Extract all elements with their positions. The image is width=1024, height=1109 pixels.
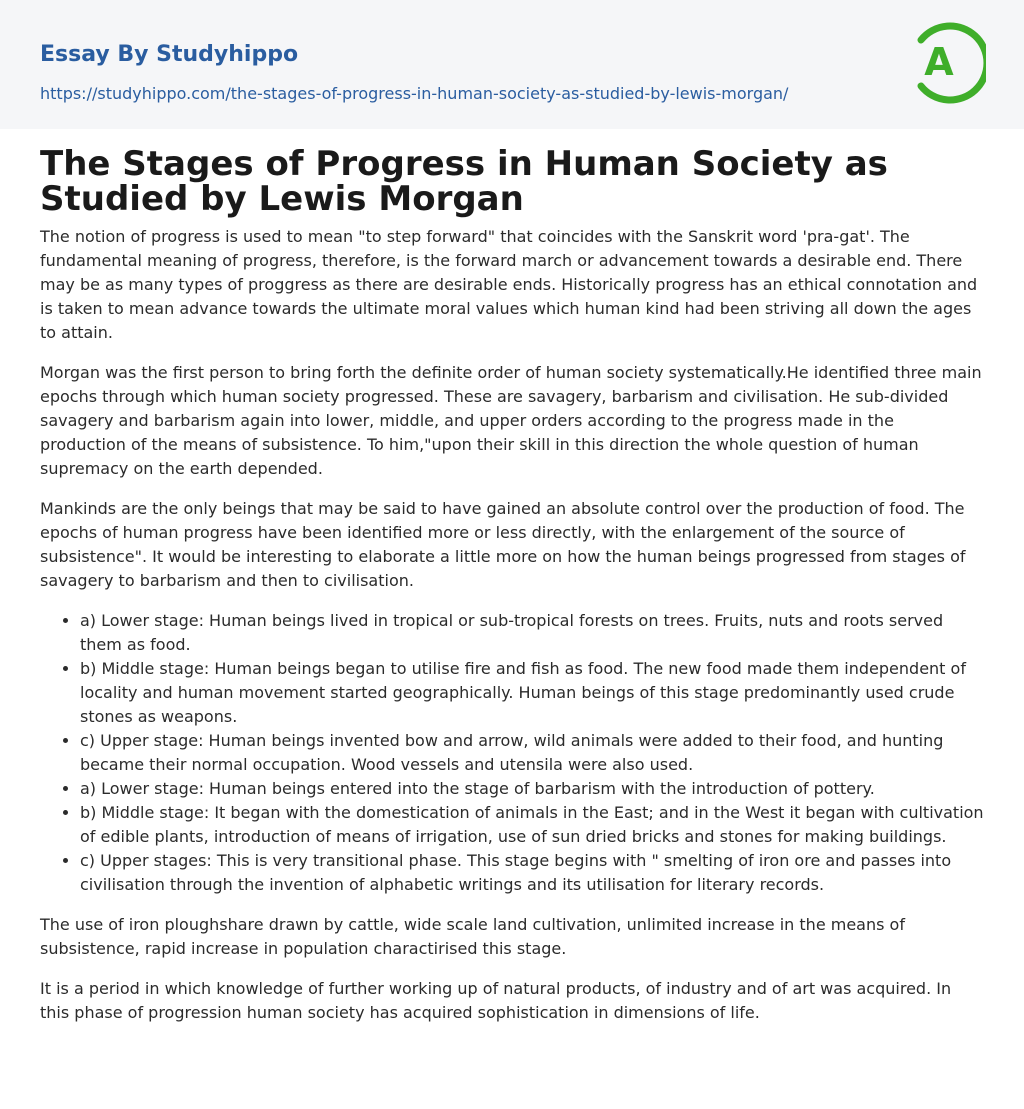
stages-list xyxy=(40,609,984,897)
site-brand[interactable]: Essay By Studyhippo xyxy=(40,42,299,67)
page-url-link[interactable]: https://studyhippo.com/the-stages-of-progress-in-human-society-as-studied-by-lewis-morgan/ xyxy=(40,84,789,103)
article-paragraph: It is a period in which knowledge of further working up of natural products, of industry and of art was acquired. In this phase of progression human society has acquired sophistication in dimensions of life. xyxy=(40,979,952,1022)
site-header xyxy=(0,0,1024,129)
list-item: • c) Upper stages: This is very transitional phase. This stage begins with " smelting of iron ore and passes into civilisation through the invention of alphabetic writings and its utilisation for literary records. xyxy=(80,849,984,897)
article xyxy=(0,129,1024,1025)
logo-letter: A xyxy=(924,40,954,84)
list-item: • a) Lower stage: Human beings entered into the stage of barbarism with the introduction of pottery. xyxy=(80,777,984,801)
list-item: • a) Lower stage: Human beings lived in tropical or sub-tropical forests on trees. Fruits, nuts and roots served them as food. xyxy=(80,609,984,657)
article-paragraph: The use of iron ploughshare drawn by cattle, wide scale land cultivation, unlimited increase in the means of subsistence, rapid increase in population charactirised this stage. xyxy=(40,915,905,958)
list-item: • c) Upper stage: Human beings invented bow and arrow, wild animals were added to their food, and hunting became their normal occupation. Wood vessels and utensila were also used. xyxy=(80,729,984,777)
studyhippo-logo-icon[interactable] xyxy=(912,20,986,106)
article-paragraph: Mankinds are the only beings that may be said to have gained an absolute control over the production of food. The epochs of human progress have been identified more or less directly, with the enlargement of the source of subsistence". It would be interesting to elaborate a little more on how the human beings progressed from stages of savagery to barbarism and then to civilisation. xyxy=(40,499,966,590)
list-item: • b) Middle stage: Human beings began to utilise fire and fish as food. The new food made them independent of locality and human movement started geographically. Human beings of this stage predominantly used crude stones as weapons. xyxy=(80,657,984,729)
article-title: The Stages of Progress in Human Society as Studied by Lewis Morgan xyxy=(40,144,888,219)
article-paragraph: The notion of progress is used to mean "to step forward" that coincides with the Sanskrit word 'pra-gat'. The fundamental meaning of progress, therefore, is the forward march or advancement towards a desirable end. There may be as many types of proggress as there are desirable ends. Historically progress has an ethical connotation and is taken to mean advance towards the ultimate moral values which human kind had been striving all down the ages to attain. xyxy=(40,227,978,342)
article-paragraph: Morgan was the first person to bring forth the definite order of human society systematically.He identified three main epochs through which human society progressed. These are savagery, barbarism and civilisation. He sub-divided savagery and barbarism again into lower, middle, and upper orders according to the progress made in the production of the means of subsistence. To him,"upon their skill in this direction the whole question of human supremacy on the earth depended. xyxy=(40,363,982,478)
list-item: • b) Middle stage: It began with the domestication of animals in the East; and in the West it began with cultivation of edible plants, introduction of means of irrigation, use of sun dried bricks and stones for making buildings. xyxy=(80,801,984,849)
